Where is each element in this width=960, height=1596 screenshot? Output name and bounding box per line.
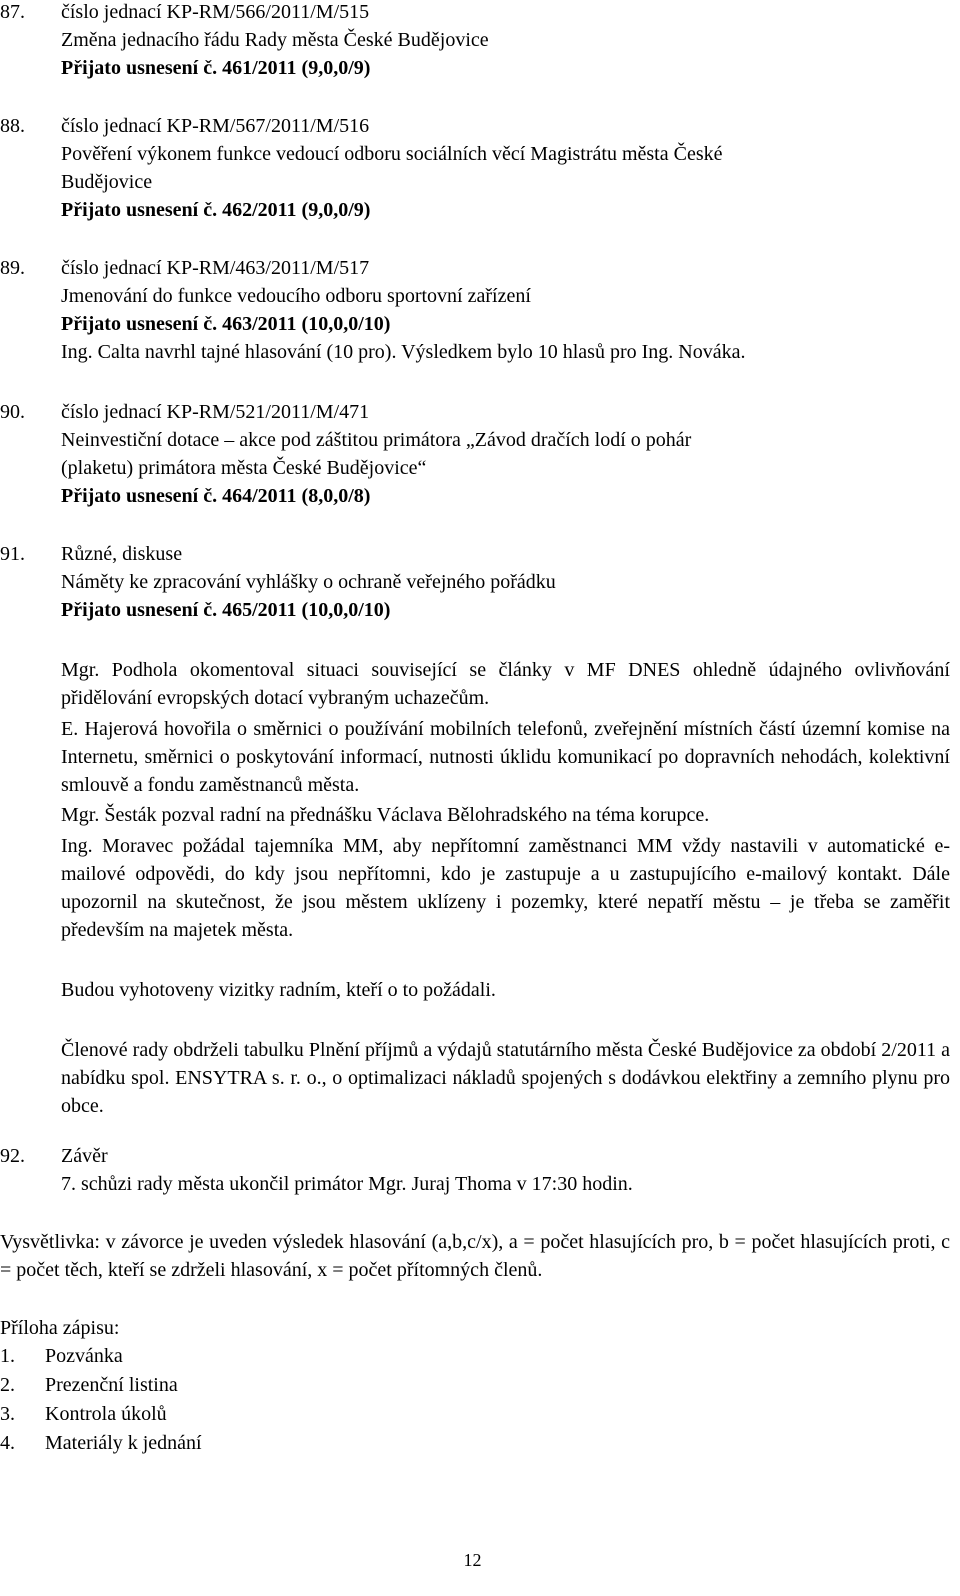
reference-number: číslo jednací KP-RM/463/2011/M/517 [61, 257, 370, 279]
attachment-number: 1. [0, 1345, 15, 1367]
resolution: Přijato usnesení č. 465/2011 (10,0,0/10) [61, 599, 391, 621]
agenda-item-89 [0, 254, 950, 366]
attachment-number: 3. [0, 1403, 15, 1425]
reference-number: číslo jednací KP-RM/566/2011/M/515 [61, 1, 370, 23]
attachments [0, 1314, 600, 1458]
resolution: Přijato usnesení č. 463/2011 (10,0,0/10) [61, 313, 391, 335]
section-heading: Závěr [61, 1145, 108, 1167]
agenda-item-87 [0, 0, 950, 82]
explanation-text: Vysvětlivka: v závorce je uveden výsledek hlasování (a,b,c/x), a = počet hlasujících pro, b = počet hlasujících proti, c = počet těch, kteří se zdrželi hlasování, x = počet přítomných členů. [0, 1231, 950, 1281]
resolution: Přijato usnesení č. 461/2011 (9,0,0/9) [61, 57, 371, 79]
agenda-item-88 [0, 112, 950, 224]
item-title-line-1: Neinvestiční dotace – akce pod záštitou primátora „Závod dračích lodí o pohár [61, 429, 692, 451]
attachment-title: Kontrola úkolů [45, 1403, 167, 1425]
attachment-number: 2. [0, 1374, 15, 1396]
item-title: Jmenování do funkce vedoucího odboru sportovní zařízení [61, 285, 531, 307]
item-number: 91. [0, 543, 25, 565]
resolution: Přijato usnesení č. 464/2011 (8,0,0/8) [61, 485, 371, 507]
agenda-item-91 [0, 540, 950, 1120]
attachments-heading: Příloha zápisu: [0, 1317, 120, 1339]
item-number: 92. [0, 1145, 25, 1167]
members-received-note: Členové rady obdrželi tabulku Plnění příjmů a výdajů statutárního města České Budějovice za období 2/2011 a nabídku spol. ENSYTRA s. r. o., o optimalizaci nákladů spojených s dodávkou elektřiny a zemního plynu pro obce. [61, 1039, 950, 1117]
item-number: 87. [0, 1, 25, 23]
item-title: Náměty ke zpracování vyhlášky o ochraně veřejného pořádku [61, 571, 556, 593]
discussion-sestak: Mgr. Šesták pozval radní na přednášku Václava Bělohradského na téma korupce. [61, 804, 710, 826]
attachment-title: Materiály k jednání [45, 1432, 202, 1454]
discussion-podhola: Mgr. Podhola okomentoval situaci související se články v MF DNES ohledně údajného ovlivňování přidělování evropských dotací vybraným uchazečům. [61, 659, 950, 709]
section-heading: Různé, diskuse [61, 543, 183, 565]
item-number: 90. [0, 401, 25, 423]
vote-explanation [0, 1228, 950, 1284]
resolution: Přijato usnesení č. 462/2011 (9,0,0/9) [61, 199, 371, 221]
vote-note: Ing. Calta navrhl tajné hlasování (10 pro). Výsledkem bylo 10 hlasů pro Ing. Nováka. [61, 341, 746, 363]
item-title-line-2: Budějovice [61, 171, 153, 193]
discussion-moravec: Ing. Moravec požádal tajemníka MM, aby nepřítomní zaměstnanci MM vždy nastavili v automatické e-mailové odpovědi, do kdy jsou nepřítomni, kdo je zastupuje a u zastupujícího e-mailový kontakt. Dále upozornil na skutečnost, že jsou městem uklízeny i pozemky, které nepatří městu – je třeba se zaměřit především na majetek města. [61, 835, 950, 941]
discussion-hajerova: E. Hajerová hovořila o směrnici o používání mobilních telefonů, zveřejnění místních částí územní komise na Internetu, směrnici o poskytování informací, nutnosti úklidu komunikací po dopravních nehodách, kolektivní smlouvě a fondu zaměstnanců města. [61, 718, 950, 796]
attachment-item [0, 1429, 600, 1458]
business-cards-note: Budou vyhotoveny vizitky radním, kteří o to požádali. [61, 979, 496, 1001]
attachment-item [0, 1400, 600, 1429]
attachment-title: Prezenční listina [45, 1374, 178, 1396]
closing-note: 7. schůzi rady města ukončil primátor Mgr. Juraj Thoma v 17:30 hodin. [61, 1173, 633, 1195]
item-number: 89. [0, 257, 25, 279]
agenda-item-92 [0, 1142, 950, 1198]
attachment-item [0, 1342, 600, 1371]
agenda-item-90 [0, 398, 950, 510]
attachment-item [0, 1371, 600, 1400]
reference-number: číslo jednací KP-RM/567/2011/M/516 [61, 115, 370, 137]
attachment-title: Pozvánka [45, 1345, 123, 1367]
attachment-number: 4. [0, 1432, 15, 1454]
page-number: 12 [463, 1550, 482, 1570]
item-title-line-1: Pověření výkonem funkce vedoucí odboru sociálních věcí Magistrátu města České [61, 143, 723, 165]
item-title-line-2: (plaketu) primátora města České Budějovice“ [61, 457, 427, 479]
reference-number: číslo jednací KP-RM/521/2011/M/471 [61, 401, 370, 423]
item-number: 88. [0, 115, 25, 137]
item-title: Změna jednacího řádu Rady města České Budějovice [61, 29, 489, 51]
